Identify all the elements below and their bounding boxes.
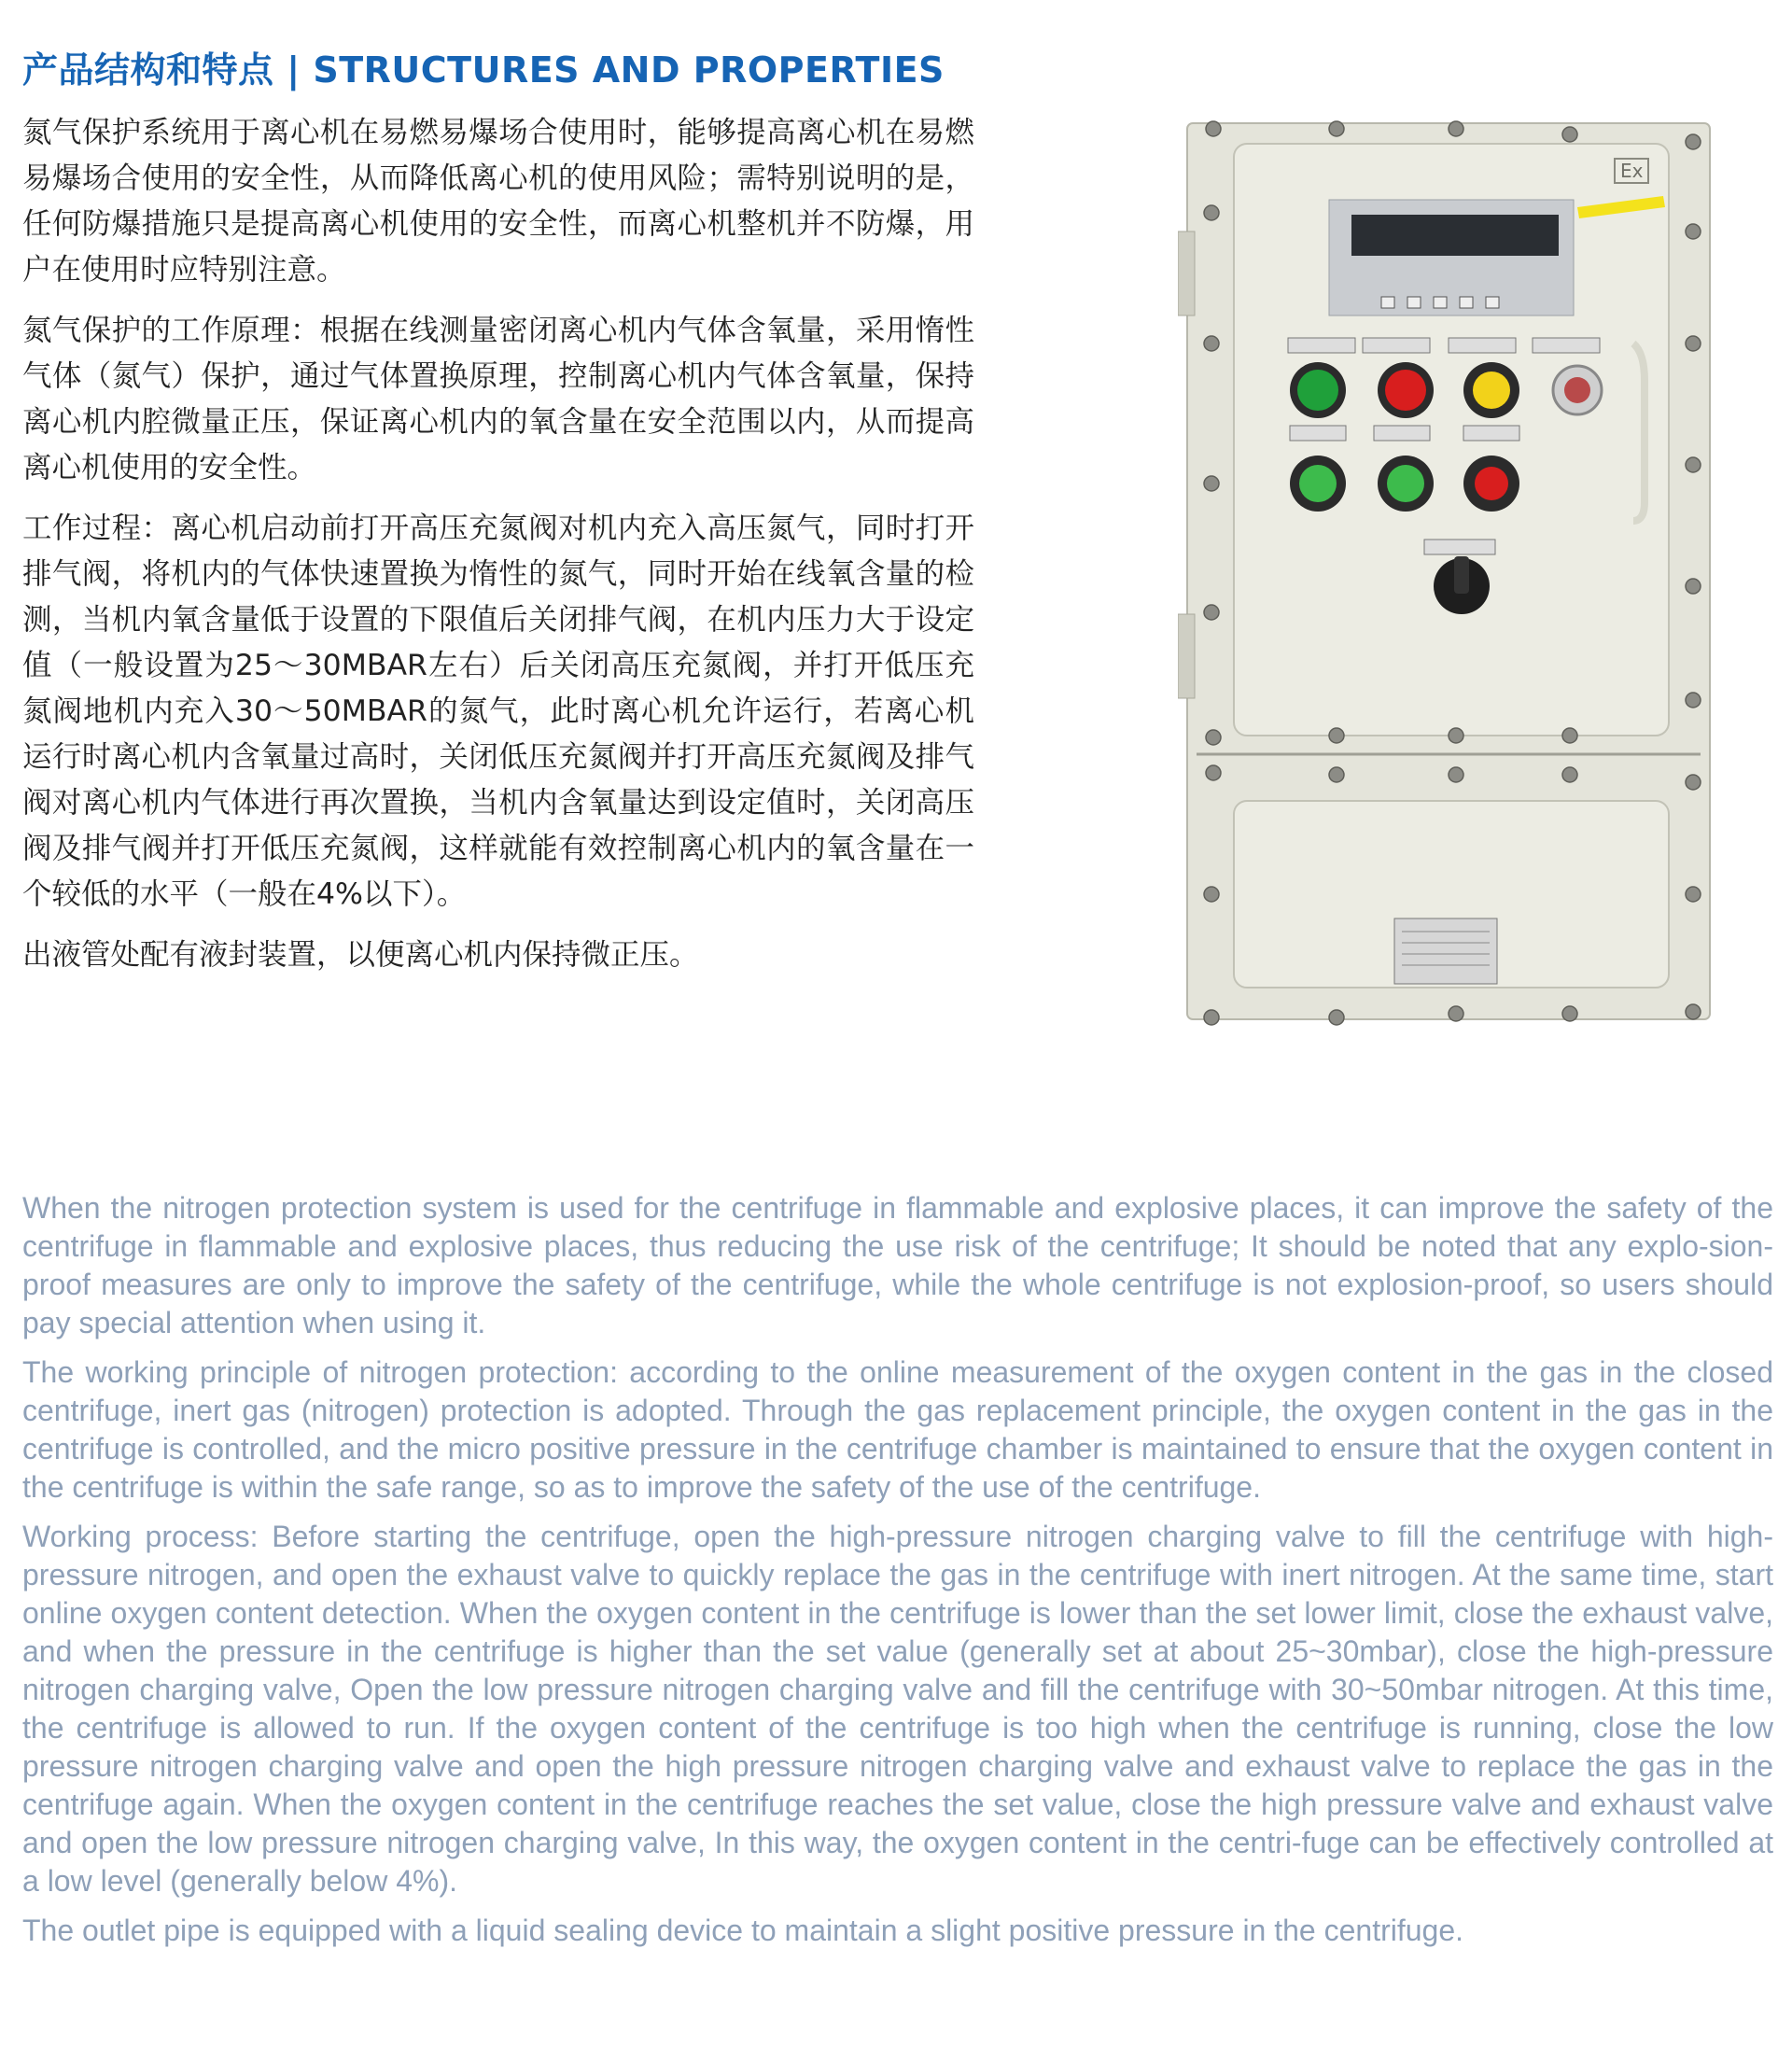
cn-paragraph-seal: 出液管处配有液封装置，以便离心机内保持微正压。 [22, 938, 699, 972]
lamp-red [1385, 370, 1426, 411]
en-paragraph-principle: The working principle of nitrogen protection: according to the online measurement of the oxygen content in the gas in the closed centrifuge, inert gas (nitrogen) protection is adopted. Through the gas replacement principle, the oxygen content in the gas in the centrifuge is controlled, and the micro positive pressure in the centrifuge chamber is maintained to ensure that the oxygen content in the centrifuge is within the safe range, so as to improve the safety of the use of the centrifuge. [22, 1355, 1773, 1504]
display-screen [1351, 215, 1559, 256]
cn-paragraph-process: 工作过程：离心机启动前打开高压充氮阀对机内充入高压氮气，同时打开排气阀，将机内的气体快速置换为惰性的氮气，同时开始在线氧含量的检测，当机内氧含量低于设置的下限值后关闭排气阀，在机内压力大于设定值（一般设置为25～30MBAR左右）后关闭高压充氮阀，并打开低压充氮阀地机内充入30～50MBAR的氮气，此时离心机允许运行，若离心机运行时离心机内含氧量过高时，关闭低压充氮阀并打开高压充氮阀及排气阀对离心机内气体进行再次置换，当机内含氧量达到设定值时，关闭高压阀及排气阀并打开低压充氮阀，这样就能有效控制离心机内的氧含量在一个较低的水平（一般在4%以下）。 [22, 512, 974, 911]
lamp-green [1297, 370, 1338, 411]
hinge-bottom [1178, 614, 1195, 698]
alarm-lamp [1564, 377, 1590, 403]
en-paragraph-seal: The outlet pipe is equipped with a liquid sealing device to maintain a slight positive pressure in the centrifuge. [22, 1914, 1464, 1947]
hinge-top [1178, 231, 1195, 315]
button-start-1 [1299, 465, 1337, 502]
cn-paragraph-principle: 氮气保护的工作原理：根据在线测量密闭离心机内气体含氧量，采用惰性气体（氮气）保护，通过气体置换原理，控制离心机内气体含氧量，保持离心机内腔微量正压，保证离心机内的氧含量在安全范围以内，从而提高离心机使用的安全性。 [22, 314, 974, 484]
english-text-block [22, 1189, 1773, 1961]
en-paragraph-overview: When the nitrogen protection system is used for the centrifuge in flammable and explosive places, it can improve the safety of the centrifuge in flammable and explosive places, thus reducing the use risk of the centrifuge; It should be noted that any explo-sion-proof measures are only to improve the safety of the centrifuge, while the whole centrifuge is not explosion-proof, so users should pay special attention when using it. [22, 1191, 1773, 1339]
button-start-2 [1387, 465, 1424, 502]
ex-mark: Ex [1620, 160, 1644, 182]
chinese-text-block [22, 110, 974, 993]
heading-cn: 产品结构和特点 [22, 49, 274, 91]
nameplate [1394, 918, 1497, 984]
lamp-yellow [1473, 372, 1510, 409]
cn-paragraph-overview: 氮气保护系统用于离心机在易燃易爆场合使用时，能够提高离心机在易燃易爆场合使用的安全性，从而降低离心机的使用风险；需特别说明的是，任何防爆措施只是提高离心机使用的安全性，而离心机整机并不防爆，用户在使用时应特别注意。 [22, 116, 974, 287]
en-paragraph-process: Working process: Before starting the centrifuge, open the high-pressure nitrogen charging valve to fill the centrifuge with high-pressure nitrogen, and open the exhaust valve to quickly replace the gas in the centrifuge with inert nitrogen. At the same time, start online oxygen content detection. When the oxygen content in the centrifuge is lower than the set lower limit, close the exhaust valve, and when the pressure in the centrifuge is higher than the set value (generally set at about 25~30mbar), close the high-pressure nitrogen charging valve, Open the low pressure nitrogen charging valve and fill the centrifuge with 30~50mbar nitrogen. At this time, the centrifuge is allowed to run. If the oxygen content of the centrifuge is too high when the centrifuge is running, close the low pressure nitrogen charging valve and open the high pressure nitrogen charging valve and exhaust valve to replace the gas in the centrifuge again. When the oxygen content in the centrifuge reaches the set value, close the high pressure valve and exhaust valve and open the low pressure nitrogen charging valve, In this way, the oxygen content in the centri-fuge can be effectively controlled at a low level (generally below 4%). [22, 1520, 1773, 1898]
control-cabinet-photo [1178, 110, 1719, 1034]
heading-en: STRUCTURES AND PROPERTIES [313, 49, 945, 91]
button-stop [1475, 467, 1508, 500]
heading-separator: | [287, 49, 301, 91]
section-heading [22, 41, 945, 92]
